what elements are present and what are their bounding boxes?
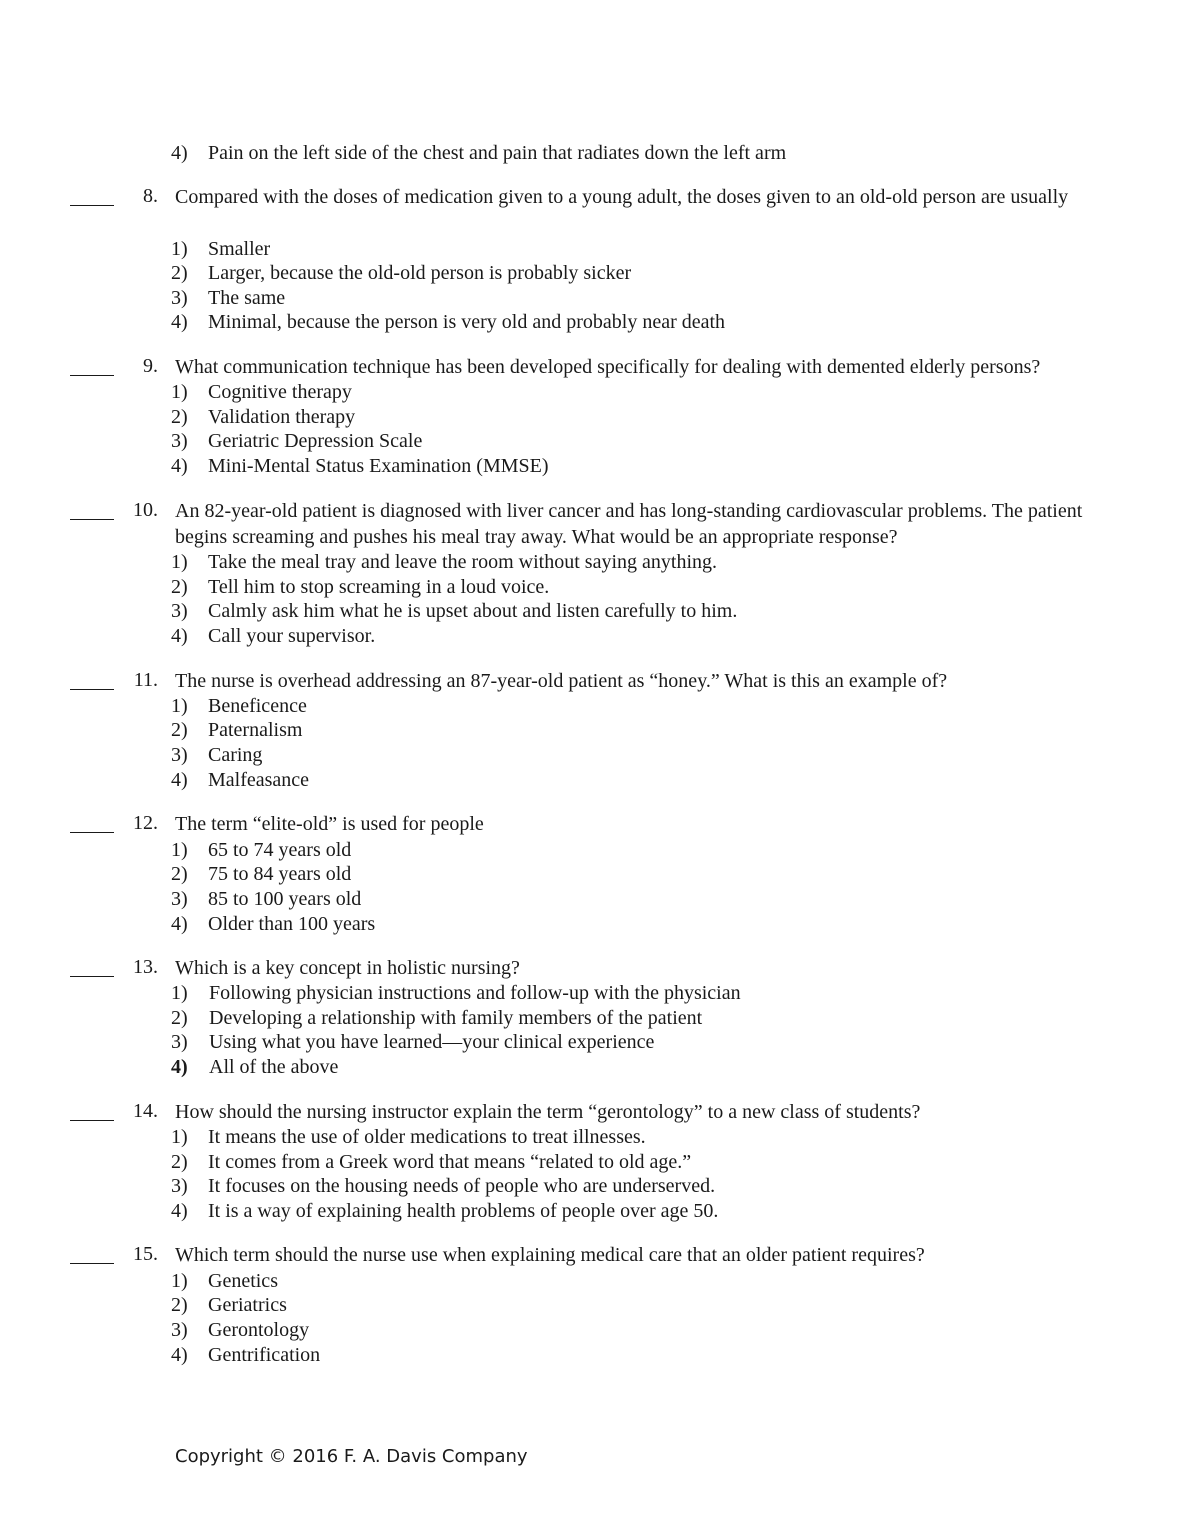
option-number: 4) xyxy=(171,455,188,477)
option-number: 2) xyxy=(171,1151,188,1173)
option-number: 1) xyxy=(171,982,188,1004)
option-text: Geriatrics xyxy=(208,1294,287,1316)
option-number: 3) xyxy=(171,430,188,452)
option-text: Developing a relationship with family members of the patient xyxy=(209,1007,703,1029)
option-text: Mini-Mental Status Examination (MMSE) xyxy=(208,455,549,477)
question-stem: An 82-year-old patient is diagnosed with liver cancer and has long-standing cardiovascular problems. The patient begins screaming and pushes his meal tray away. What would be an appropriate response? xyxy=(175,500,1083,548)
option-number: 3) xyxy=(171,1319,188,1341)
option-number: 1) xyxy=(171,381,188,403)
option-number: 1) xyxy=(171,695,188,717)
option-number: 3) xyxy=(171,744,188,766)
option-text: Beneficence xyxy=(208,695,307,717)
option-number: 1) xyxy=(171,1270,188,1292)
option-text: Pain on the left side of the chest and pain that radiates down the left arm xyxy=(208,142,787,164)
option-number: 2) xyxy=(171,406,188,428)
option-text: Smaller xyxy=(208,238,271,260)
copyright-footer: Copyright © 2016 F. A. Davis Company xyxy=(175,1446,528,1467)
option-text: Using what you have learned—your clinical experience xyxy=(209,1031,655,1053)
option-text: Cognitive therapy xyxy=(208,381,352,403)
question-number: 10. xyxy=(133,499,158,521)
option-text: Take the meal tray and leave the room without saying anything. xyxy=(208,551,718,573)
option-text: Following physician instructions and follow-up with the physician xyxy=(209,982,741,1004)
option-number: 1) xyxy=(171,551,188,573)
option-number: 2) xyxy=(171,576,188,598)
option-text: 85 to 100 years old xyxy=(208,888,362,910)
option-text: It means the use of older medications to treat illnesses. xyxy=(208,1126,646,1148)
option-text: Calmly ask him what he is upset about and listen carefully to him. xyxy=(208,600,738,622)
option-text: Genetics xyxy=(208,1270,278,1292)
option-number: 4) xyxy=(171,142,188,164)
option-text: All of the above xyxy=(209,1056,339,1078)
option-number: 3) xyxy=(171,600,188,622)
option-text: 75 to 84 years old xyxy=(208,863,352,885)
question-number: 13. xyxy=(133,956,158,978)
question-stem: The nurse is overhead addressing an 87-year-old patient as “honey.” What is this an example of? xyxy=(175,670,948,692)
question-stem: Which term should the nurse use when explaining medical care that an older patient requires? xyxy=(175,1244,925,1266)
option-number: 1) xyxy=(171,238,188,260)
option-number: 2) xyxy=(171,1294,188,1316)
option-number: 4) xyxy=(171,1344,188,1366)
option-text: Call your supervisor. xyxy=(208,625,376,647)
option-text: Larger, because the old-old person is probably sicker xyxy=(208,262,632,284)
question-number: 8. xyxy=(143,185,158,207)
option-number: 2) xyxy=(171,719,188,741)
option-text: Gentrification xyxy=(208,1344,321,1366)
option-text: Validation therapy xyxy=(208,406,356,428)
question-number: 9. xyxy=(143,355,158,377)
option-text: Gerontology xyxy=(208,1319,310,1341)
question-stem: Which is a key concept in holistic nursing? xyxy=(175,957,520,979)
option-number: 2) xyxy=(171,262,188,284)
question-number: 14. xyxy=(133,1100,158,1122)
option-text: Caring xyxy=(208,744,263,766)
option-number: 4) xyxy=(171,913,188,935)
option-number: 2) xyxy=(171,1007,188,1029)
option-text: It is a way of explaining health problems of people over age 50. xyxy=(208,1200,719,1222)
option-text: It focuses on the housing needs of people who are underserved. xyxy=(208,1175,716,1197)
question-stem: The term “elite-old” is used for people xyxy=(175,813,484,835)
option-number: 3) xyxy=(171,287,188,309)
option-text: Tell him to stop screaming in a loud voice. xyxy=(208,576,550,598)
option-text: Malfeasance xyxy=(208,769,310,791)
option-text: Paternalism xyxy=(208,719,303,741)
question-number: 11. xyxy=(133,669,158,691)
question-stem: What communication technique has been developed specifically for dealing with demented elderly persons? xyxy=(175,356,1041,378)
option-number: 4) xyxy=(171,625,188,647)
option-number: 1) xyxy=(171,839,188,861)
option-number: 4) xyxy=(171,769,188,791)
question-number: 15. xyxy=(133,1243,158,1265)
option-text: Geriatric Depression Scale xyxy=(208,430,423,452)
question-stem: How should the nursing instructor explain the term “gerontology” to a new class of students? xyxy=(175,1101,921,1123)
question-number: 12. xyxy=(133,812,158,834)
question-stem: Compared with the doses of medication given to a young adult, the doses given to an old-old person are usually xyxy=(175,186,1069,208)
option-number: 4) xyxy=(171,1200,188,1222)
option-text: The same xyxy=(208,287,286,309)
option-number: 3) xyxy=(171,1175,188,1197)
option-number: 4) xyxy=(171,311,188,333)
option-text: It comes from a Greek word that means “related to old age.” xyxy=(208,1151,692,1173)
option-number: 1) xyxy=(171,1126,188,1148)
option-number-answer: 4) xyxy=(171,1056,188,1078)
option-text: 65 to 74 years old xyxy=(208,839,352,861)
option-number: 3) xyxy=(171,888,188,910)
option-number: 2) xyxy=(171,863,188,885)
option-number: 3) xyxy=(171,1031,188,1053)
option-text: Minimal, because the person is very old and probably near death xyxy=(208,311,726,333)
option-text: Older than 100 years xyxy=(208,913,376,935)
